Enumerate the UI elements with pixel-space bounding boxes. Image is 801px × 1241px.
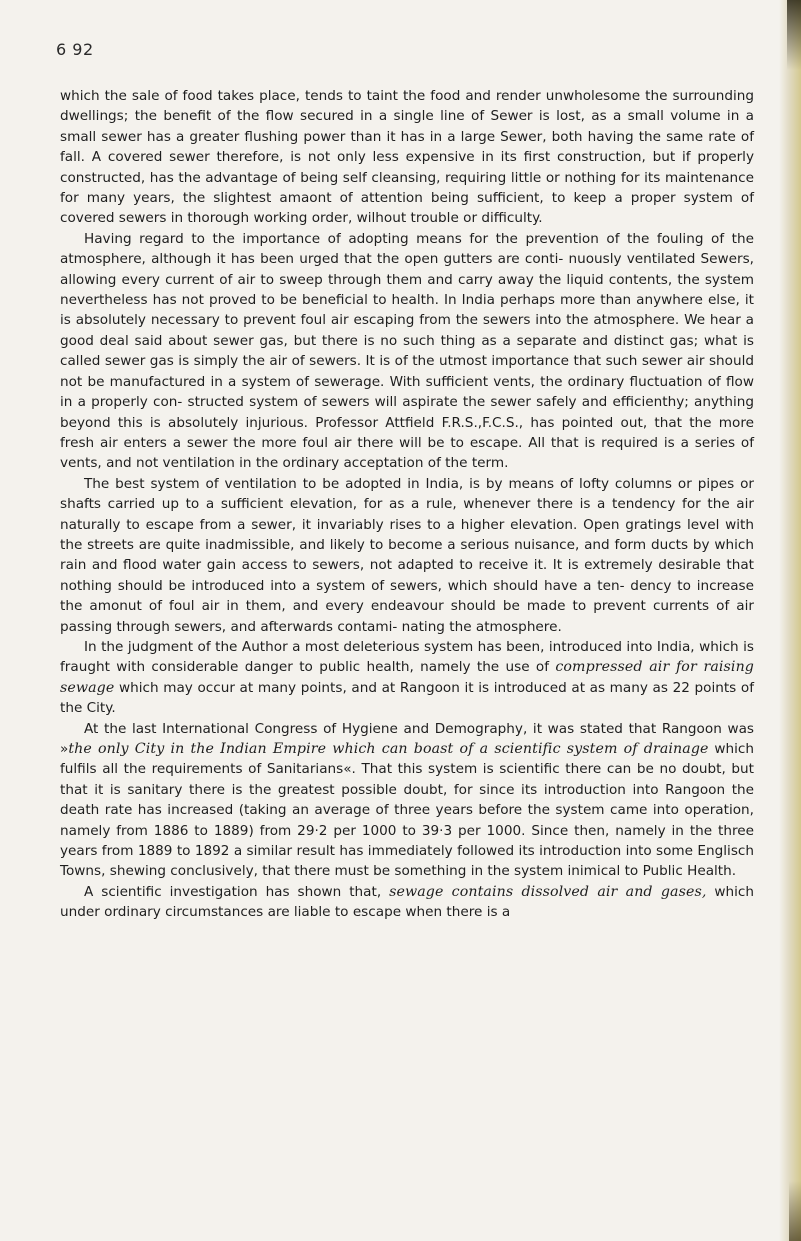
text-run: which the sale of food takes place, tends to taint the food and render unwholesome the surrounding dwellings; the benefit of the flow secured in a single line of Sewer is lost, as a small volume in a small sewer has a greater flushing power than it has in a large Sewer, both having the same rate of fall. A covered sewer therefore, is not only less expensive in its first construction, but if properly constructed, has the advantage of being self cleansing, requiring little or nothing for its maintenance for many years, the slightest amaont of attention being sufficient, to keep a proper system of covered sewers in thorough working order, wilhout trouble or difficulty. <box>60 88 754 227</box>
page-edge-shadow-top <box>787 0 801 70</box>
paragraph <box>60 86 754 229</box>
paragraph <box>60 637 754 719</box>
text-run: The best system of ventilation to be adopted in India, is by means of lofty columns or pipes or shafts carried up to a sufficient elevation, for as a rule, whenever there is a tendency for the air naturally to escape from a sewer, it invariably rises to a higher elevation. Open gratings level with the streets are quite inadmissible, and likely to become a serious nuisance, and form ducts by which rain and flood water gain access to sewers, not adapted to receive it. It is extremely desirable that nothing should be introduced into a system of sewers, which should have a ten- dency to increase the amonut of foul air in them, and every endeavour should be made to prevent currents of air passing through sewers, and afterwards contami- nating the atmosphere. <box>60 475 754 635</box>
page-number: 6 92 <box>56 40 94 59</box>
text-run: Having regard to the importance of adopting means for the prevention of the fouling of the atmosphere, although it has been urged that the open gutters are conti- nuously ventilated Sewers, allowing every current of air to sweep through them and carry away the liquid contents, the system nevertheless has not proved to be beneficial to health. In India perhaps more than anywhere else, it is absolutely necessary to prevent foul air escaping from the sewers into the atmosphere. We hear a good deal said about sewer gas, but there is no such thing as a separate and distinct gas; what is called sewer gas is simply the air of sewers. It is of the utmost importance that such sewer air should not be manufactured in a system of sewerage. With sufficient vents, the ordinary fluctuation of flow in a properly con- structed system of sewers will aspirate the sewer safely and efficienthy; anything beyond this is absolutely injurious. Professor Attfield F.R.S.,F.C.S., has pointed out, that the more fresh air enters a sewer the more foul air there will be to escape. All that is required is a series of vents, and not ventilation in the ordinary acceptation of the term. <box>60 230 754 472</box>
text-run: which fulfils all the requirements of Sanitarians«. That this system is scientific there can be no doubt, but that it is sanitary there is the greatest possible doubt, for since its introduction into Rangoon the death rate has increased (taking an average of three years before the system came into operation, namely from 1886 to 1889) from 29·2 per 1000 to 39·3 per 1000. Since then, namely in the three years from 1889 to 1892 a similar result has immediately followed its introduction into some Englisch Towns, shewing conclusively, that there must be something in the system inimical to Public Health. <box>60 741 754 880</box>
paragraph <box>60 719 754 882</box>
paragraph <box>60 882 754 923</box>
paragraph <box>60 229 754 474</box>
text-run: In the judgment of the Author a most deleterious system has been, introduced into India, which is fraught with considerable danger to public health, namely the use of <box>60 638 754 676</box>
text-run: At the last International Congress of Hygiene and Demography, it was stated that Rangoon was » <box>60 720 754 757</box>
text-run: which may occur at many points, and at Rangoon it is introduced at as many as 22 points of the City. <box>60 679 754 717</box>
text-run: which under ordinary circumstances are liable to escape when there is a <box>60 883 755 921</box>
body-text <box>60 86 754 923</box>
paragraph <box>60 474 754 637</box>
page-edge-shadow-bottom <box>789 1181 801 1241</box>
italic-phrase: sewage contains dissolved air and gases, <box>389 883 707 900</box>
italic-phrase: compressed air for raising sewage <box>60 659 754 696</box>
italic-phrase: the only City in the Indian Empire which can boast of a scientific system of drainage <box>68 741 709 757</box>
text-run: A scientific investigation has shown that, <box>84 883 390 900</box>
page-edge-shadow <box>779 0 801 1241</box>
